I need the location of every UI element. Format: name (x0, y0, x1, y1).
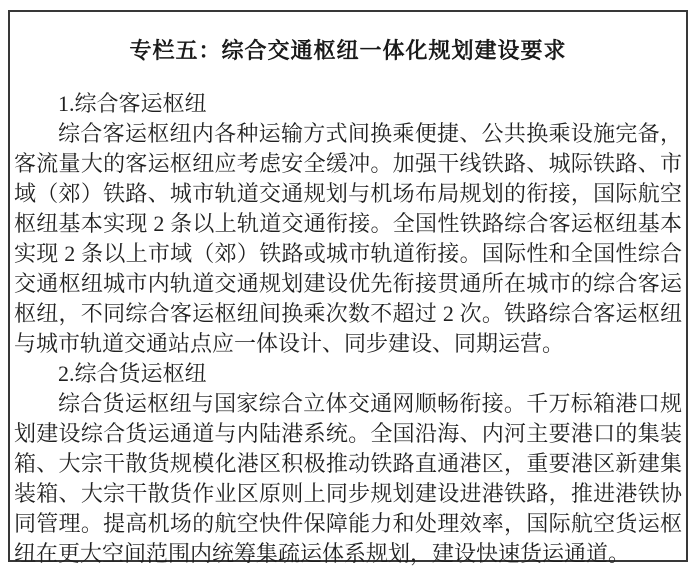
section-2-heading: 2.综合货运枢纽 (58, 361, 207, 386)
section-1-paragraph: 综合客运枢纽内各种运输方式间换乘便捷、公共换乘设施完备，客流量大的客运枢纽应考虑安全缓冲。加强干线铁路、城际铁路、市域（郊）铁路、城市轨道交通规划与机场布局规划的衔接，国际航空枢纽基本实现 2 条以上轨道交通衔接。全国性铁路综合客运枢纽基本实现 2 条以上市域（郊）铁路或城市轨道衔接。国际性和全国性综合交通枢纽城市内轨道交通规划建设优先衔接贯通所在城市的综合客运枢纽，不同综合客运枢纽间换乘次数不超过 2 次。铁路综合客运枢纽与城市轨道交通站点应一体设计、同步建设、同期运营。 (14, 121, 682, 356)
box-body (14, 89, 682, 569)
section-2-paragraph: 综合货运枢纽与国家综合立体交通网顺畅衔接。千万标箱港口规划建设综合货运通道与内陆港系统。全国沿海、内河主要港口的集装箱、大宗干散货规模化港区积极推动铁路直通港区，重要港区新建集装箱、大宗干散货作业区原则上同步规划建设进港铁路，推进港铁协同管理。提高机场的航空快件保障能力和处理效率，国际航空货运枢纽在更大空间范围内统筹集疏运体系规划，建设快速货运通道。 (14, 391, 682, 566)
box-title: 专栏五：综合交通枢纽一体化规划建设要求 (129, 38, 567, 63)
section-1-heading: 1.综合客运枢纽 (58, 91, 207, 116)
column-box (8, 10, 688, 566)
